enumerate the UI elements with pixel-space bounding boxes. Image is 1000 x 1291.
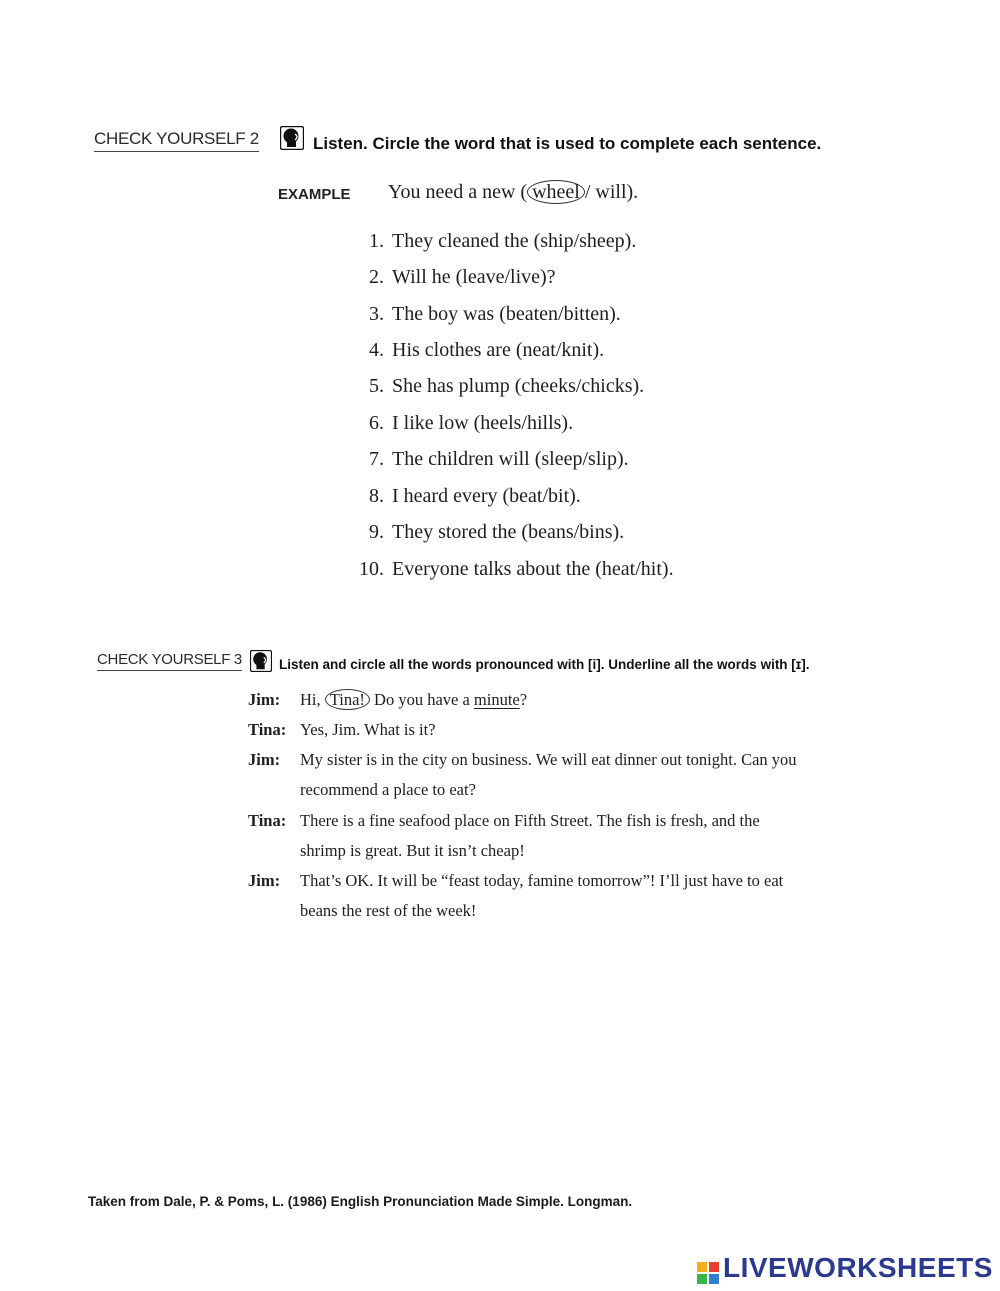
speaker-label: Tina:: [248, 811, 287, 830]
item-number: 6.: [369, 412, 384, 434]
item-number: 5.: [369, 375, 384, 397]
brand-name: LIVEWORKSHEETS: [723, 1252, 993, 1283]
dialogue-text-continued: beans the rest of the week!: [300, 901, 477, 920]
list-item: [350, 303, 621, 326]
item-text: Will he (leave/live)?: [392, 266, 556, 288]
item-text: I heard every (beat/bit).: [392, 485, 581, 507]
item-text: His clothes are (neat/knit).: [392, 339, 605, 361]
item-number: 4.: [369, 339, 384, 361]
list-item: [350, 230, 636, 253]
item-text: They stored the (beans/bins).: [392, 521, 625, 543]
item-number: 10.: [359, 558, 384, 580]
list-item: [350, 266, 556, 289]
dialogue-text: Yes, Jim. What is it?: [300, 720, 436, 739]
dialogue-text: There is a fine seafood place on Fifth Street. The fish is fresh, and the: [300, 811, 760, 830]
item-text: They cleaned the (ship/sheep).: [392, 230, 637, 252]
dialogue-text-continued: recommend a place to eat?: [300, 780, 476, 799]
list-item: [350, 485, 581, 508]
dialogue-text: [300, 690, 527, 710]
list-item: [350, 521, 624, 544]
listening-head-icon: [250, 650, 272, 672]
example-label: EXAMPLE: [278, 186, 351, 203]
item-number: 9.: [369, 521, 384, 543]
dialogue-text-continued: shrimp is great. But it isn’t cheap!: [300, 841, 525, 860]
item-number: 1.: [369, 230, 384, 252]
liveworksheets-brand[interactable]: [697, 1252, 993, 1284]
speaker-label: Tina:: [248, 720, 287, 739]
dialogue-pre: Hi,: [300, 690, 325, 709]
example-post: / will).: [584, 181, 639, 203]
liveworksheets-logo-icon: [697, 1262, 719, 1284]
example-pre: You need a new (: [388, 181, 528, 203]
speaker-label: Jim:: [248, 690, 281, 709]
list-item: [350, 375, 644, 398]
dialogue-text: That’s OK. It will be “feast today, famine tomorrow”! I’ll just have to eat: [300, 871, 784, 890]
speaker-label: Jim:: [248, 750, 281, 769]
dialogue-post: ?: [519, 690, 528, 709]
underlined-word: minute: [473, 690, 520, 709]
example-sentence: [388, 181, 638, 204]
section2-instruction: Listen. Circle the word that is used to complete each sentence.: [313, 134, 822, 153]
list-item: [350, 558, 674, 581]
dialogue-mid: Do you have a: [369, 690, 474, 709]
listening-head-icon: [280, 126, 304, 150]
item-text: She has plump (cheeks/chicks).: [392, 375, 645, 397]
item-text: Everyone talks about the (heat/hit).: [392, 558, 674, 580]
dialogue-text: My sister is in the city on business. We will eat dinner out tonight. Can you: [300, 750, 797, 769]
example-circled-word: wheel: [527, 180, 585, 204]
check-yourself-3-label: CHECK YOURSELF 3: [97, 651, 242, 671]
item-number: 3.: [369, 303, 384, 325]
item-text: The children will (sleep/slip).: [392, 448, 629, 470]
item-number: 8.: [369, 485, 384, 507]
list-item: [350, 448, 629, 471]
source-credit: Taken from Dale, P. & Poms, L. (1986) English Pronunciation Made Simple. Longman.: [88, 1194, 633, 1209]
list-item: [350, 412, 573, 435]
circled-word: Tina!: [325, 689, 370, 710]
list-item: [350, 339, 604, 362]
check-yourself-2-label: CHECK YOURSELF 2: [94, 129, 259, 152]
item-text: The boy was (beaten/bitten).: [392, 303, 621, 325]
item-number: 7.: [369, 448, 384, 470]
item-number: 2.: [369, 266, 384, 288]
item-text: I like low (heels/hills).: [392, 412, 574, 434]
section3-instruction: Listen and circle all the words pronounced with [i]. Underline all the words with [ɪ].: [279, 657, 810, 672]
speaker-label: Jim:: [248, 871, 281, 890]
